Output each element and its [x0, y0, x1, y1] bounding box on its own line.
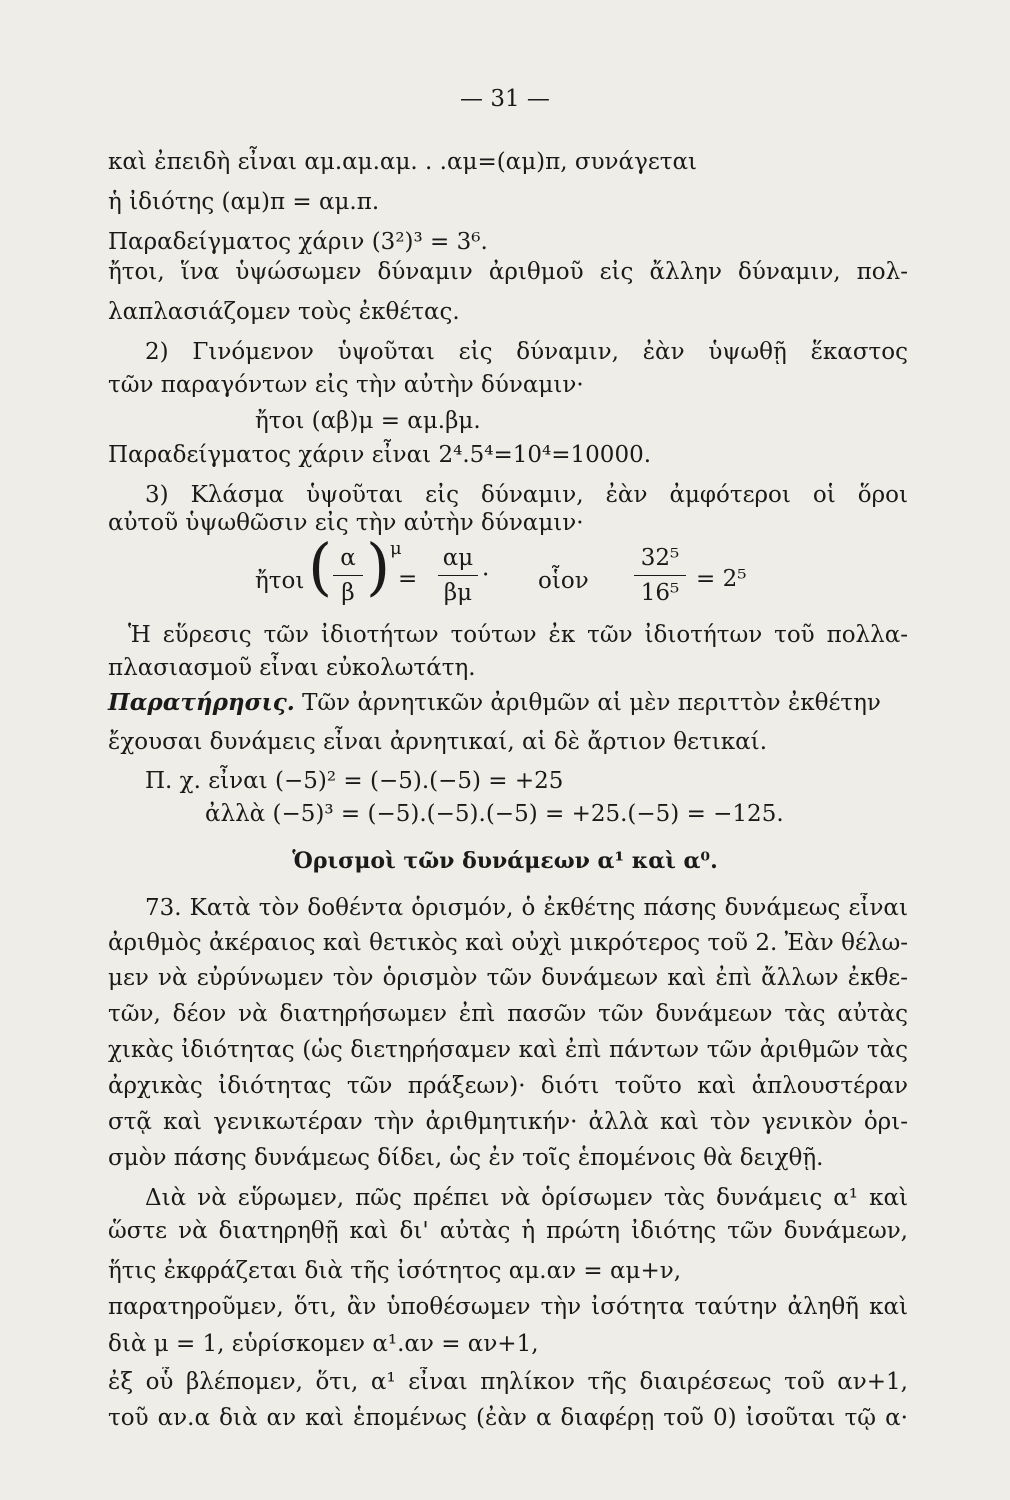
text-line-14: Τῶν ἀρνητικῶν ἀριθμῶν αἱ μὲν περιττὸν ἐκθέτην: [302, 690, 881, 716]
text-line-25: σμὸν πάσης δυνάμεως δίδει, ὡς ἐν τοῖς ἑπομένοις θὰ δειχθῇ.: [108, 1145, 824, 1171]
text-line-27: ὥστε νὰ διατηρηθῇ καὶ δι' αὐτὰς ἡ πρώτη ἰδιότης τῶν δυνάμεων,: [108, 1218, 908, 1244]
remark-line: [108, 688, 908, 718]
text-line-31: ἐξ οὗ βλέπομεν, ὅτι, α¹ εἶναι πηλίκον τῆς διαιρέσεως τοῦ αν+1,: [108, 1369, 908, 1395]
text-line-7: τῶν παραγόντων εἰς τὴν αὐτὴν δύναμιν·: [108, 372, 584, 398]
example-result: = 2⁵: [696, 566, 747, 592]
text-line-20: μεν νὰ εὐρύνωμεν τὸν ὁρισμὸν τῶν δυνάμεων καὶ ἐπὶ ἄλλων ἐκθε-: [108, 965, 908, 991]
formula-lead: ἤτοι: [255, 568, 305, 594]
rhs-fraction: [436, 545, 480, 606]
text-line-17: ἀλλὰ (−5)³ = (−5).(−5).(−5) = +25.(−5) = −125.: [205, 801, 784, 827]
text-line-24: στᾷ καὶ γενικωτέραν τὴν ἀριθμητικήν· ἀλλὰ καὶ τὸν γενικὸν ὁρι-: [108, 1109, 908, 1135]
text-line-15: ἔχουσαι δυνάμεις εἶναι ἀρνητικαί, αἱ δὲ ἄρτιον θετικαί.: [108, 729, 768, 755]
example-denominator: 16⁵: [640, 580, 680, 606]
text-line-19: ἀριθμὸς ἀκέραιος καὶ θετικὸς καὶ οὐχὶ μικρότερος τοῦ 2. Ἐὰν θέλω-: [108, 930, 908, 956]
text-line-23: ἀρχικὰς ἰδιότητας τῶν πράξεων)· διότι τοῦτο καὶ ἁπλουστέραν: [108, 1073, 908, 1099]
section-heading: Ὁρισμοὶ τῶν δυνάμεων α¹ καὶ α⁰.: [292, 848, 718, 874]
text-line-10: 3) Κλάσμα ὑψοῦται εἰς δύναμιν, ἐὰν ἀμφότεροι οἱ ὅροι: [145, 482, 908, 508]
example-fraction-bar: [634, 575, 686, 576]
text-line-13: πλασιασμοῦ εἶναι εὐκολωτάτη.: [108, 655, 476, 681]
text-line-28: ἥτις ἐκφράζεται διὰ τῆς ἰσότητος αμ.αν = αμ+ν,: [108, 1258, 682, 1284]
text-line-1: καὶ ἐπειδὴ εἶναι αμ.αμ.αμ. . .αμ=(αμ)π, συνάγεται: [108, 149, 698, 175]
text-line-21: τῶν, δέον νὰ διατηρήσωμεν ἐπὶ πασῶν τῶν δυνάμεων τὰς αὐτὰς: [108, 1001, 908, 1027]
inner-denominator: β: [341, 580, 355, 606]
text-line-26: Διὰ νὰ εὕρωμεν, πῶς πρέπει νὰ ὁρίσωμεν τὰς δυνάμεις α¹ καὶ: [145, 1185, 908, 1211]
example-fraction: [632, 545, 688, 606]
example-word: οἷον: [538, 568, 589, 594]
text-line-5: λαπλασιάζομεν τοὺς ἐκθέτας.: [108, 299, 460, 325]
right-paren: ): [366, 530, 391, 603]
text-line-16: Π. χ. εἶναι (−5)² = (−5).(−5) = +25: [145, 768, 564, 794]
text-line-30: διὰ μ = 1, εὑρίσκομεν α¹.αν = αν+1,: [108, 1331, 539, 1357]
text-line-11: αὐτοῦ ὑψωθῶσιν εἰς τὴν αὐτὴν δύναμιν·: [108, 510, 584, 536]
page-number: — 31 —: [460, 86, 550, 112]
text-line-18: 73. Κατὰ τὸν δοθέντα ὁρισμόν, ὁ ἐκθέτης πάσης δυνάμεως εἶναι: [145, 895, 908, 921]
text-line-6: 2) Γινόμενον ὑψοῦται εἰς δύναμιν, ἐὰν ὑψωθῇ ἕκαστος: [145, 339, 908, 365]
rhs-denominator: βμ: [443, 580, 473, 606]
text-line-2: ἡ ἰδιότης (αμ)π = αμ.π.: [108, 189, 380, 215]
remark-label: Παρατήρησις.: [108, 689, 295, 716]
inner-numerator: α: [340, 545, 356, 571]
text-line-8: ἤτοι (αβ)μ = αμ.βμ.: [255, 408, 481, 434]
text-line-3: Παραδείγματος χάριν (3²)³ = 3⁶.: [108, 229, 488, 255]
text-line-32: τοῦ αν.α διὰ αν καὶ ἑπομένως (ἐὰν α διαφέρῃ τοῦ 0) ἰσοῦται τῷ α·: [108, 1405, 908, 1431]
example-numerator: 32⁵: [640, 545, 680, 571]
rhs-fraction-bar: [438, 575, 478, 576]
formula-equals: =: [398, 566, 418, 592]
text-line-29: παρατηροῦμεν, ὅτι, ἂν ὑποθέσωμεν τὴν ἰσότητα ταύτην ἀληθῆ καὶ: [108, 1294, 908, 1320]
text-line-4: ἤτοι, ἵνα ὑψώσωμεν δύναμιν ἀριθμοῦ εἰς ἄλλην δύναμιν, πολ-: [108, 259, 908, 285]
inner-fraction-bar: [333, 575, 363, 576]
text-line-12: Ἡ εὕρεσις τῶν ἰδιοτήτων τούτων ἐκ τῶν ἰδιοτήτων τοῦ πολλα-: [128, 622, 908, 648]
text-line-9: Παραδείγματος χάριν εἶναι 2⁴.5⁴=10⁴=10000.: [108, 442, 652, 468]
inner-fraction: [330, 545, 366, 606]
outer-exponent: μ: [390, 538, 402, 559]
left-paren: (: [308, 530, 333, 603]
rhs-numerator: αμ: [442, 545, 474, 571]
formula-dot: ·: [482, 562, 490, 588]
text-line-22: χικὰς ἰδιότητας (ὡς διετηρήσαμεν καὶ ἐπὶ πάντων τῶν ἀριθμῶν τὰς: [108, 1037, 908, 1063]
